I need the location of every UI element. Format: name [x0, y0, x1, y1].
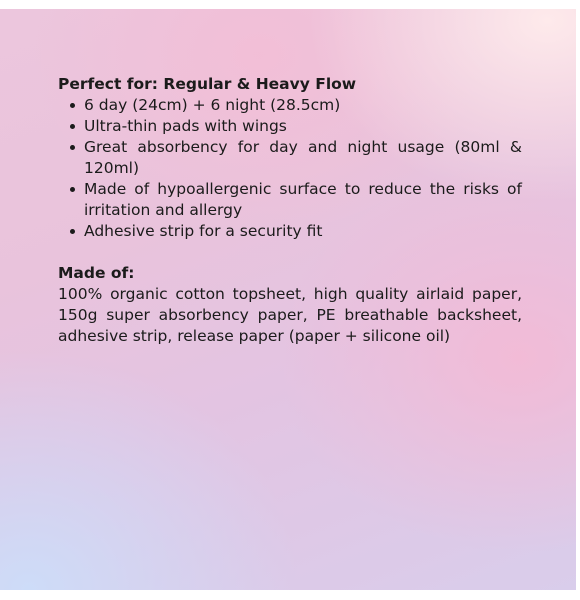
section-spacer [58, 242, 522, 263]
list-item [84, 116, 522, 137]
made-of-heading: Made of: [58, 264, 135, 282]
bullet-icon [70, 229, 75, 234]
features-list [58, 95, 522, 242]
list-item [84, 221, 522, 242]
bullet-icon [70, 124, 75, 129]
list-item [84, 137, 522, 179]
bullet-icon [70, 145, 75, 150]
perfect-for-heading: Perfect for: Regular & Heavy Flow [58, 75, 357, 93]
product-description-panel [0, 9, 576, 590]
bullet-icon [70, 187, 75, 192]
feature-text: Great absorbency for day and night usage (80ml & 120ml) [84, 138, 522, 177]
description-content [58, 74, 522, 347]
materials-text: 100% organic cotton topsheet, high quality airlaid paper, 150g super absorbency paper, PE breathable backsheet, adhesive strip, release paper (paper + silicone oil) [58, 285, 522, 345]
list-item [84, 95, 522, 116]
list-item [84, 179, 522, 221]
feature-text: Adhesive strip for a security fit [84, 222, 323, 240]
bullet-icon [70, 103, 75, 108]
feature-text: Made of hypoallergenic surface to reduce the risks of irritation and allergy [84, 180, 522, 219]
feature-text: Ultra-thin pads with wings [84, 117, 287, 135]
feature-text: 6 day (24cm) + 6 night (28.5cm) [84, 96, 341, 114]
